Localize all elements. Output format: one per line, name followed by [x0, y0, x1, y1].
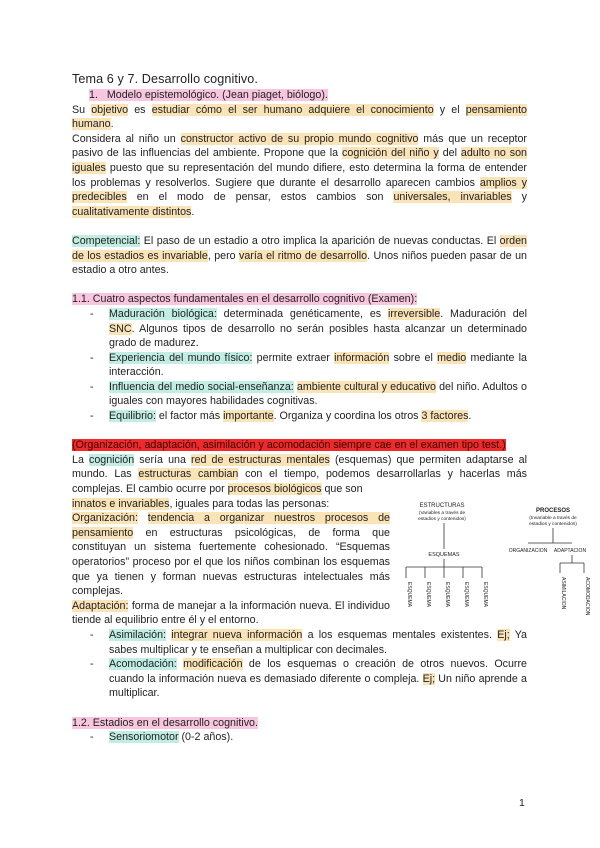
list-item: - Acomodación: modificación de los esquemas o creación de otros nuevos. Ocurre cuando la información nueva es demasiado diferente o compleja. Ej; Un niño aprende a multiplicar. — [72, 657, 527, 701]
diagram-procesos-sub1: (Invariable a través de — [529, 516, 577, 521]
paragraph-competencial: Competencial: El paso de un estadio a otro implica la aparición de nuevas conductas. El orden de los estadios es invariable, pero varía el ritmo de desarrollo. Unos niños pueden pasar de un estadio a otro antes. — [72, 234, 527, 277]
diagram-organizacion-label: ORGANIZACION — [508, 548, 548, 554]
list-item: - Equilibrio: el factor más importante. Organiza y coordina los otros 3 factores. — [72, 409, 527, 424]
list-item: - Asimilación: integrar nueva información a los esquemas mentales existentes. Ej; Ya sabes multiplicar y te enseñan a multiplicar con decimales. — [72, 628, 527, 657]
diagram-esquema-2: ESQUEMA — [425, 582, 431, 608]
diagram-procesos-sub2: estadios y contenidos) — [529, 522, 577, 527]
stages-list — [72, 730, 527, 745]
paragraph-constructor: Considera al niño un constructor activo de su propio mundo cognitivo más que un receptor pasivo de las influencias del ambiente. Propone que la cognición del niño y del adulto no son iguales puesto que su representación del mundo difiere, esto determina la forma de entender los problemas y resolverlos. Sugiere que durante el desarrollo aparecen cambios amplios y predecibles en el modo de pensar, estos cambios son universales, invariables y cualitativamente distintos. — [72, 132, 527, 218]
diagram-procesos-title: PROCESOS — [535, 508, 571, 514]
list-item: - Experiencia del mundo físico: permite extraer información sobre el medio mediante la interacción. — [72, 351, 527, 380]
diagram-adaptacion-label: ADAPTACION — [553, 548, 587, 554]
diagram-acomodacion-label: ACOMODACION — [584, 577, 590, 616]
list-item: - Maduración biológica: determinada genéticamente, es irreversible. Maduración del SNC. Algunos tipos de desarrollo no serán posibles hasta alcanzar un determinado grado de madurez. — [72, 307, 527, 351]
diagram-estructuras-sub2: estadios y contenidos) — [418, 517, 466, 522]
document-title: Tema 6 y 7. Desarrollo cognitivo. — [72, 72, 258, 86]
paragraph-objetivo: Su objetivo es estudiar cómo el ser humano adquiere el conocimiento y el pensamiento humano. — [72, 103, 527, 131]
diagram-estructuras-sub1: (Variables a través de — [418, 511, 466, 516]
document-page — [72, 71, 527, 745]
aspects-list — [72, 307, 527, 424]
exam-note: (Organización, adaptación, asimilación y acomodación siempre cae en el examen tipo test.) — [72, 439, 506, 452]
section-1-1-heading: 1.1. Cuatro aspectos fundamentales en el desarrollo cognitivo (Examen): — [72, 293, 418, 306]
paragraph-innatos: innatos e invariables, iguales para todas las personas: — [72, 497, 330, 510]
diagram-esquema-5: ESQUEMA — [482, 582, 488, 608]
diagram-esquemas-label: ESQUEMAS — [428, 552, 460, 558]
adaptation-list — [72, 628, 527, 701]
section-1-heading: 1. Modelo epistemológico. (Jean piaget, biólogo). — [89, 89, 328, 101]
page-number: 1 — [519, 797, 525, 809]
paragraph-adaptacion: Adaptación: forma de manejar a la información nueva. El individuo tiende al equilibrio entre él y el entorno. — [72, 599, 390, 627]
section-1-2-heading: 1.2. Estadios en el desarrollo cognitivo. — [72, 716, 258, 729]
paragraph-organizacion: Organización: tendencia a organizar nuestros procesos de pensamiento en estructuras psicológicas, de forma que constituyan un sistema fuertemente cohesionado. “Esquemas operatorios” proceso por el que los niños combinan los esquemas que ya tienen y forman nuevas estructuras intelectuales más complejas. — [72, 512, 390, 598]
diagram-asimilacion-label: ASIMILACION — [560, 577, 566, 610]
diagram-esquema-1: ESQUEMA — [406, 582, 412, 608]
list-item: - Influencia del medio social-enseñanza: ambiente cultural y educativo del niño. Adultos o iguales con mayores habilidades cognitivas. — [72, 380, 527, 409]
cognitive-structure-diagram — [400, 500, 590, 635]
paragraph-cognicion: La cognición sería una red de estructuras mentales (esquemas) que permiten adaptarse al mundo. Las estructuras cambian con el tiempo, podemos desarrollarlas y hacerlas más complejas. El cambio ocurre por procesos biológicos que son — [72, 453, 528, 496]
list-item: - Sensoriomotor (0-2 años). — [72, 730, 527, 745]
diagram-esquema-4: ESQUEMA — [463, 582, 469, 608]
diagram-esquema-3: ESQUEMA — [444, 582, 450, 608]
diagram-estructuras-title: ESTRUCTURAS — [419, 503, 465, 509]
